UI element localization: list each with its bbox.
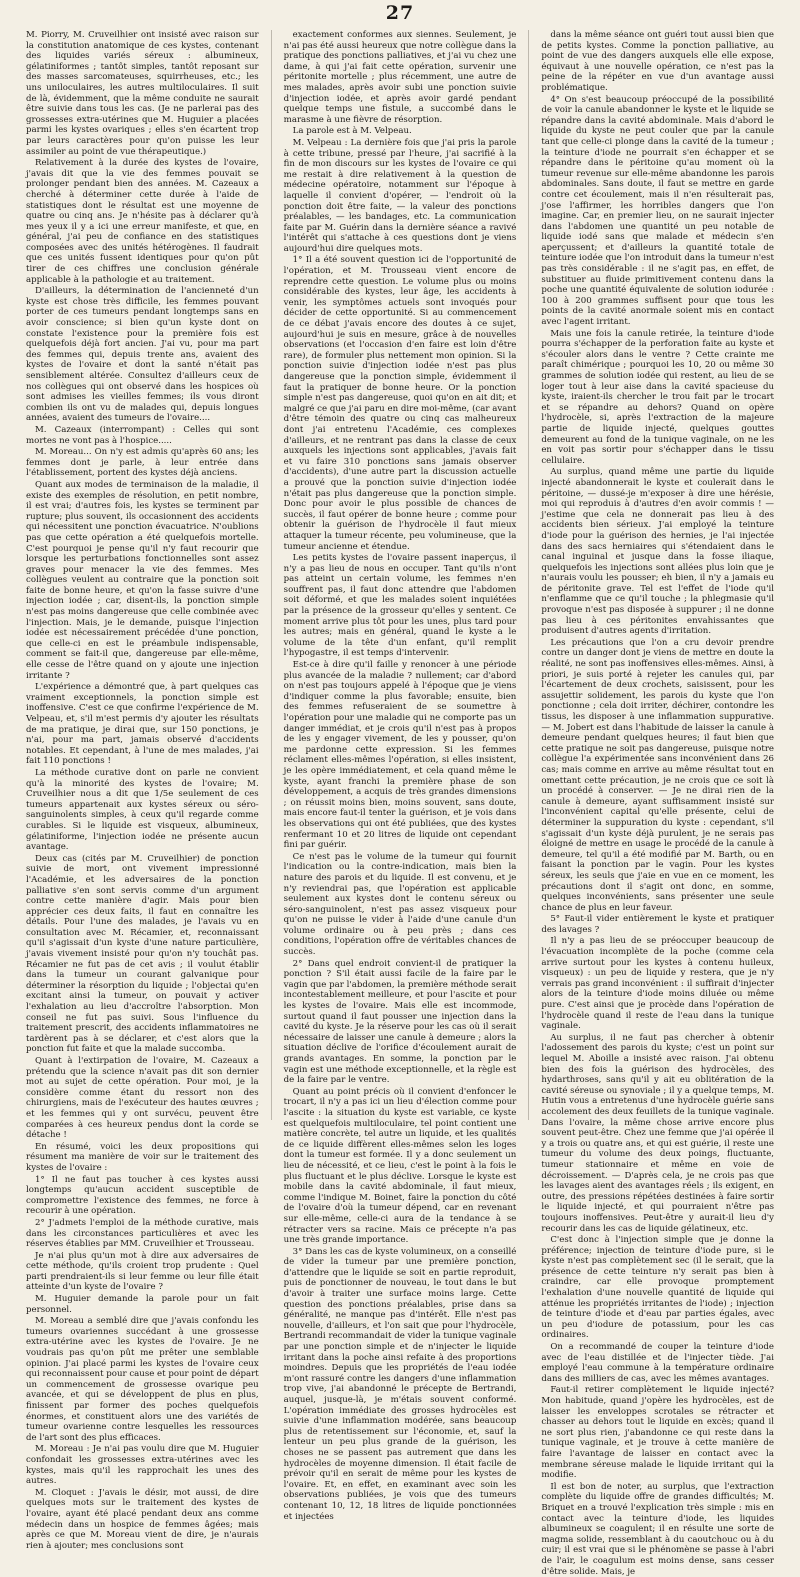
paragraph: 3° Dans les cas de kyste volumineux, on a conseillé de vider la tumeur par une première ponction, d'attendre que le liquide se soit en partie reproduit, puis de ponctionner de nouveau, le tout dans le but d'avoir à traiter une surface moins large. Cette question des ponctions préalables, prise dans sa généralité, ne manque pas d'intérêt. Elle n'est pas nouvelle, d'ailleurs, et l'on sait que pour l'hydrocèle, Bertrandi recommandait de vider la tunique vaginale par une ponction simple et de n'injecter le liquide irritant dans la poche ainsi refaite à des proportions moindres. Depuis que les propriétés de l'eau iodée m'ont rassuré contre les dangers d'une inflammation trop vive, j'ai abandonné le précepte de Bertrandi, auquel, jusque-là, je m'étais souvent conformé. L'opération immédiate des grosses hydrocèles est suivie d'une inflammation modérée, sans beaucoup plus de retentissement sur l'économie, et, sauf la lenteur un peu plus grande de la guérison, les choses ne se passent pas autrement que dans les hydrocèles de moyenne dimension. Il était facile de prévoir qu'il en serait de même pour les kystes de l'ovaire. Et, en effet, en examinant avec soin les observations publiées, je vois que des tumeurs contenant 10, 12, 18 litres de liquide ponctionnées et injectées — [283, 1246, 517, 1522]
column-right — [541, 30, 775, 1577]
paragraph: Faut-il retirer complètement le liquide injecté? Mon habitude, quand j'opère les hydrocèles, est de laisser les enveloppes scrotales se rétracter et chasser au dehors tout le liquide en excès; quand il ne sort plus rien, j'abandonne ce qui reste dans la tunique vaginale, et je trouve à cette manière de faire l'avantage de laisser en contact avec la membrane séreuse malade le liquide irritant qui la modifie. — [541, 1385, 775, 1481]
paragraph: La méthode curative dont on parle ne convient qu'à la minorité des kystes de l'ovaire; M. Cruveilhier nous a dit que 1/5e seulement de ces tumeurs appartenait aux kystes séreux ou séro-sanguinolents simples, à ceux qu'il regarde comme curables. Si le liquide est visqueux, albumineux, gélatiniforme, l'injection iodée ne présente aucun avantage. — [26, 767, 259, 853]
paragraph: 4° On s'est beaucoup préoccupé de la possibilité de voir la canule abandonner le kyste et le liquide se répandre dans la cavité abdominale. Mais d'abord le liquide du kyste ne peut couler que par la canule tant que celle-ci plonge dans la cavité de la tumeur ; la teinture d'iode ne pourrait s'en échapper et se répandre dans le péritoine qu'au moment où la tumeur revenue sur elle-même abandonne les parois abdominales. Sans doute, il faut se mettre en garde contre cet écoulement, mais il n'en résulterait pas, j'ose l'affirmer, les horribles dangers que l'on imagine. Car, en premier lieu, on ne saurait injecter dans l'abdomen une quantité un peu notable de liquide iodé sans que malade et médecin s'en aperçussent; et d'ailleurs la quantité totale de teinture iodée que l'on introduit dans la tumeur n'est pas très considérable : il ne s'agit pas, en effet, de substituer au fluide primitivement contenu dans la poche une quantité équivalente de solution iodurée : 100 à 200 grammes suffisent pour que tous les points de la cavité anormale soient mis en contact avec l'agent irritant. — [541, 94, 775, 328]
paragraph: 2° J'admets l'emploi de la méthode curative, mais dans les circonstances particulières et avec les réserves établies par MM. Cruveilhier et Trousseau. — [26, 1217, 259, 1250]
paragraph: 5° Faut-il vider entièrement le kyste et pratiquer des lavages ? — [541, 914, 775, 935]
page-number: 27 — [385, 2, 415, 24]
paragraph: Au surplus, quand même une partie du liquide injecté abandonnerait le kyste et coulerait dans le péritoine, — dussé-je m'exposer à dire une hérésie, moi qui reproduis à d'autres d'en avoir commis ! — j'estime que cela ne donnerait pas lieu à des accidents bien sérieux. J'ai employé la teinture d'iode pour la guérison des hernies, je l'ai injectée dans des sacs herniaires qui s'étendaient dans le canal inguinal et jusque dans la fosse iliaque, quelquefois les injections sont allées plus loin que je n'aurais voulu les pousser; eh bien, il n'y a jamais eu de péritonite grave. Tel est l'effet de l'iode qu'il n'enflamme que ce qu'il touche ; la phlegmasie qu'il provoque n'est pas disposée à suppurer ; il ne donne pas lieu à ces péritonites envahissantes que produisent d'autres agents d'irritation. — [541, 467, 775, 637]
column-divider — [271, 30, 272, 1120]
paragraph: Il n'y a pas lieu de se préoccuper beaucoup de l'évacuation incomplète de la poche (comme cela arrive surtout pour les kystes à contenu huileux, visqueux) : un peu de liquide y restera, que je n'y verrais pas grand inconvénient : il suffirait d'injecter alors de la teinture d'iode moins diluée ou même pure. C'est ainsi que je procède dans l'opération de l'hydrocèle quand il reste de l'eau dans la tunique vaginale. — [541, 936, 775, 1032]
paragraph: Les précautions que l'on a cru devoir prendre contre un danger dont je viens de mettre en doute la réalité, ne sont pas inoffensives elles-mêmes. Ainsi, à priori, je suis porté à rejeter les canules qui, par l'écartement de deux crochets, saisissent, pour les assujettir solidement, les parois du kyste que l'on ponctionne ; cela doit irriter, déchirer, contondre les tissus, les disposer à une inflammation suppurative. — M. Jobert est dans l'habitude de laisser la canule à demeure pendant quelques heures; il faut bien que cette pratique ne soit pas dangereuse, puisque notre collègue l'a expérimentée sans inconvénient dans 26 cas; mais comme en arrive au même résultat tout en omettant cette précaution, je ne crois que ce soit là un procédé à conserver. — Je ne dirai rien de la canule à demeure, ayant suffisamment insisté sur l'inconvénient capital qu'elle présente, celui de déterminer la suppuration du kyste : cependant, s'il s'agissait d'un kyste déjà purulent, je ne serais pas éloigné de mettre en usage le procédé de la canule à demeure, tel qu'il a été modifié par M. Barth, ou en faisant la ponction par le vagin. Pour les kystes séreux, les seuls que j'aie en vue en ce moment, les précautions dont il s'agit ont donc, en somme, quelques inconvénients, sans présenter une seule chance de plus en leur faveur. — [541, 637, 775, 913]
paragraph: 2° Dans quel endroit convient-il de pratiquer la ponction ? S'il était aussi facile de la faire par le vagin que par l'abdomen, la première méthode serait incontestablement meilleure, et pour l'ascite et pour les kystes de l'ovaire. Mais elle est incommode, surtout quand il faut pousser une injection dans la cavité du kyste. Je la réserve pour les cas où il serait nécessaire de laisser une canule à demeure ; alors la situation déclive de l'orifice d'écoulement aurait de grands avantages. En somme, la ponction par le vagin est une méthode exceptionnelle, et la règle est de la faire par le ventre. — [283, 958, 517, 1086]
paragraph: M. Moreau a semblé dire que j'avais confondu les tumeurs ovariennes succédant à une grossesse extra-utérine avec les kystes de l'ovaire. Je ne voudrais pas qu'on pût me prêter une semblable opinion. J'ai placé parmi les kystes de l'ovaire ceux qui reconnaissent pour cause et pour point de départ un commencement de grossesse ovarique peu avancée, et qui se développent de plus en plus, finissent par former des poches quelquefois énormes, et constituent alors une des variétés de tumeur ovarienne contre lesquelles les ressources de l'art sont des plus efficaces. — [26, 1316, 259, 1443]
paragraph: Il est bon de noter, au surplus, que l'extraction complète du liquide offre de grandes difficultés; M. Briquet en a trouvé l'explication très simple : mis en contact avec la teinture d'iode, les liquides albumineux se coagulent; il en résulte une sorte de magma solide, ressemblant à du caoutchouc ou à du cuir; il est vrai que si le phénomène se passe à l'abri de l'air, le coagulum est moins dense, sans cesser d'être solide. Mais, je — [541, 1481, 775, 1577]
paragraph: Au surplus, il ne faut pas chercher à obtenir l'adossement des parois du kyste; c'est un point sur lequel M. Aboille a insisté avec raison. J'ai obtenu bien des fois la guérison des hydrocèles, des hydarthroses, sans qu'il y ait eu oblitération de la cavité séreuse ou synoviale ; il y a quelque temps, M. Hutin vous a entretenus d'une hydrocèle guérie sans accolement des deux feuillets de la tunique vaginale. Dans l'ovaire, la même chose arrive encore plus souvent peut-être. Chez une femme que j'ai opérée il y a trois ou quatre ans, et qui est guérie, il reste une tumeur du volume des deux poings, fluctuante, tumeur stationnaire et même en voie de décroissement. — D'après cela, je ne crois pas que les lavages aient des avantages réels ; ils exigent, en outre, des pressions répétées destinées à faire sortir le liquide injecté, et qui pourraient n'être pas toujours inoffensives. Peut-être y aurait-il lieu d'y recourir dans les cas de liquide gélatineux, etc. — [541, 1032, 775, 1234]
paragraph: Les petits kystes de l'ovaire passent inaperçus, il n'y a pas lieu de nous en occuper. Tant qu'ils n'ont pas atteint un certain volume, les femmes n'en souffrent pas, il faut donc attendre que l'abdomen soit déformé, et que les malades soient inquiétées par la présence de la grosseur qu'elles y sentent. Ce moment arrive plus tôt pour les unes, plus tard pour les autres; mais en général, quand le kyste a le volume de la tête d'un enfant, qu'il remplit l'hypogastre, il est temps d'intervenir. — [283, 553, 517, 659]
column-left — [26, 30, 259, 1551]
paragraph: 1° Il ne faut pas toucher à ces kystes aussi longtemps qu'aucun accident susceptible de compromettre l'existence des femmes, ne force à recourir à une opération. — [26, 1174, 259, 1217]
paragraph: La parole est à M. Velpeau. — [292, 126, 412, 137]
paragraph: Est-ce à dire qu'il faille y renoncer à une période plus avancée de la maladie ? nullement; car d'abord on n'est pas toujours appelé à l'époque que je viens d'indiquer comme la plus favorable; ensuite, bien des femmes refuseraient de se soumettre à l'opération pour une maladie qui ne comporte pas un danger immédiat, et je crois qu'il n'est pas à propos de les y engager vivement, de les y pousser, qu'on me pardonne cette expression. Si les femmes réclament elles-mêmes l'opération, si elles insistent, je les opère immédiatement, et cela quand même le kyste, ayant franchi la première phase de son développement, a acquis de très grandes dimensions ; on réussit moins bien, moins souvent, sans doute, mais encore faut-il tenter la guérison, et je vois dans les observations qui ont été publiées, que des kystes renfermant 10 et 20 litres de liquide ont cependant fini par guérir. — [283, 660, 517, 851]
text-columns — [26, 30, 775, 1577]
paragraph: Ce n'est pas le volume de la tumeur qui fournit l'indication ou la contre-indication, mais bien la nature des parois et du liquide. Il est convenu, et je n'y reviendrai pas, que l'opération est applicable seulement aux kystes dont le contenu séreux ou séro-sanguinolent, n'est pas assez visqueux pour qu'on ne puisse le vider à l'aide d'une canule d'un volume ordinaire ou à peu près ; dans ces conditions, l'opération offre de véritables chances de succès. — [283, 851, 517, 958]
paragraph: On a recommandé de couper la teinture d'iode avec de l'eau distillée et de l'injecter tiède. J'ai employé l'eau commune à la température ordinaire dans des milliers de cas, avec les mêmes avantages. — [541, 1342, 775, 1384]
paragraph: En résumé, voici les deux propositions qui résument ma manière de voir sur le traitement des kystes de l'ovaire : — [26, 1141, 259, 1173]
paragraph: D'ailleurs, la détermination de l'ancienneté d'un kyste est chose très difficile, les femmes pouvant porter de ces tumeurs pendant longtemps sans en avoir conscience; si bien qu'un kyste dont on constate l'existence pour la première fois est quelquefois déjà fort ancien. J'ai vu, pour ma part des femmes qui, depuis trente ans, avaient des kystes de l'ovaire et dont la santé n'était pas sensiblement altérée. Consultez d'ailleurs ceux de nos collègues qui ont observé dans les hospices où sont admises les vieilles femmes; ils vous diront combien ils ont vu de malades qui, depuis longues années, avaient des tumeurs de l'ovaire.... — [26, 286, 259, 424]
paragraph: Quant à l'extirpation de l'ovaire, M. Cazeaux a prétendu que la science n'avait pas dit son dernier mot au sujet de cette opération. Pour moi, je la considère comme étant du ressort non des chirurgiens, mais de l'exécuteur des hautes œuvres ; et les femmes qui y ont survécu, peuvent être comparées à ces heureux pendus dont la corde se détache ! — [26, 1056, 259, 1141]
paragraph: M. Moreau... On n'y est admis qu'après 60 ans; les femmes dont je parle, à leur entrée dans l'établissement, portent des kystes déjà anciens. — [26, 447, 259, 479]
paragraph: Quant au point précis où il convient d'enfoncer le trocart, il n'y a pas ici un lieu d'élection comme pour l'ascite : la situation du kyste est variable, ce kyste est quelquefois multiloculaire, tel point contient une matière concrète, tel autre un liquide, et les qualités de ce liquide diffèrent elles-mêmes selon les loges dont la tumeur est formée. Il y a donc seulement un lieu de nécessité, et ce lieu, c'est le point à la fois le plus fluctuant et le plus déclive. Lorsque le kyste est mobile dans la cavité abdominale, il faut mieux, comme l'indique M. Boinet, faire la ponction du côté de l'ovaire d'où la tumeur dépend, car en revenant sur elle-même, celle-ci aura de la tendance à se rétracter vers sa racine. Mais ce précepte n'a pas une très grande importance. — [283, 1086, 517, 1246]
column-divider — [528, 30, 529, 1120]
paragraph: M. Velpeau : La dernière fois que j'ai pris la parole à cette tribune, pressé par l'heure, j'ai sacrifié à la fin de mon discours sur les kystes de l'ovaire ce qui me restait à dire relativement à la question de médecine opératoire, notamment sur l'époque à laquelle il convient d'opérer, — l'endroit où la ponction doit être faite, — la valeur des ponctions préalables, — les bandages, etc. La communication faite par M. Guérin dans la dernière séance a ravivé l'intérêt qui s'attache à ces questions dont je viens aujourd'hui dire quelques mots. — [283, 137, 517, 254]
paragraph: Relativement à la durée des kystes de l'ovaire, j'avais dit que la vie des femmes pouvait se prolonger pendant bien des années. M. Cazeaux a cherché à déterminer cette durée à l'aide de statistiques dont le résultat est une moyenne de quatre ou cinq ans. Je n'hésite pas à déclarer qu'à mes yeux il y a ici une erreur manifeste, et que, en général, j'ai peu de confiance en des statistiques composées avec des unités hétérogènes. Il faudrait que ces unités fussent identiques pour qu'on pût tirer de ces chiffres une conclusion générale applicable à la pathologie et au traitement. — [26, 158, 259, 285]
paragraph: Deux cas (cités par M. Cruveilhier) de ponction suivie de mort, ont vivement impressionné l'Académie, et les adversaires de la ponction palliative s'en sont servis comme d'un argument contre cette manière d'agir. Mais pour bien apprécier ces deux faits, il faut en connaître les détails. Pour l'une des malades, je l'avais vu en consultation avec M. Récamier, et, reconnaissant qu'il s'agissait d'un kyste d'une nature particulière, j'avais vivement insisté pour qu'on n'y touchât pas. Récamier ne fut pas de cet avis ; il voulut établir dans la tumeur un courant galvanique pour déterminer la résorption du liquide ; l'objectai qu'en excitant ainsi la tumeur, on pouvait y activer l'exhalation au lieu d'accroître l'absorption. Mon conseil ne fut pas suivi. Sous l'influence du traitement prescrit, des accidents inflammatoires ne tardèrent pas à se déclarer, et c'est alors que la ponction fut faite et que la malade succomba. — [26, 853, 259, 1055]
paragraph: M. Huguier demande la parole pour un fait personnel. — [26, 1294, 259, 1315]
paragraph: Je n'ai plus qu'un mot à dire aux adversaires de cette méthode, qu'ils croient trop prudente : Quel parti prendraient-ils si leur femme ou leur fille était atteinte d'un kyste de l'ovaire ? — [26, 1250, 259, 1293]
paragraph: M. Moreau : Je n'ai pas voulu dire que M. Huguier confondait les grossesses extra-utérines avec les kystes, mais qu'il les rapprochait les unes des autres. — [26, 1444, 259, 1487]
paragraph: M. Cazeaux (interrompant) : Celles qui sont mortes ne vont pas à l'hospice..... — [26, 424, 259, 446]
paragraph: M. Cloquet : J'avais le désir, mot aussi, de dire quelques mots sur le traitement des kystes de l'ovaire, ayant été placé pendant deux ans comme médecin dans un hospice de femmes âgées; mais après ce que M. Moreau vient de dire, je n'aurais rien à ajouter; mes conclusions sont — [26, 1487, 259, 1551]
paragraph: Mais une fois la canule retirée, la teinture d'iode pourra s'échapper de la perforation faite au kyste et s'écouler alors dans le ventre ? Cette crainte me paraît chimérique ; pourquoi les 10, 20 ou même 30 grammes de solution iodée qui restent, au lieu de se loger tout à leur aise dans la cavité spacieuse du kyste, iraient-ils chercher le trou fait par le trocart et se répandre au dehors? Quand on opère l'hydrocèle, si, après l'extraction de la majeure partie de liquide injecté, quelques gouttes demeurent au fond de la tunique vaginale, on ne les en voit pas sortir pour s'échapper dans le tissu cellulaire. — [541, 328, 775, 466]
paragraph: dans la même séance ont guéri tout aussi bien que de petits kystes. Comme la ponction palliative, au point de vue des dangers auxquels elle elle expose, équivaut à une nouvelle opération, ce n'est pas la peine de la répéter en vue d'un avantage aussi problématique. — [541, 30, 775, 93]
paragraph: Quant aux modes de terminaison de la maladie, il existe des exemples de résolution, en petit nombre, il est vrai; d'autres fois, les kystes se terminent par rupture; plus souvent, ils occasionnent des accidents qui nécessitent une ponction évacuatrice. N'oublions pas que cette opération a été quelquefois mortelle. C'est pourquoi je pense qu'il n'y faut recourir que lorsque les perturbations fonctionnelles sont assez graves pour menacer la vie des femmes. Mes collègues veulent au contraire que la ponction soit faite de bonne heure, et qu'on la fasse suivre d'une injection iodée ; car, disent-ils, la ponction simple n'est pas moins dangereuse que celle combinée avec l'injection. Mais, je le demande, puisque l'injection iodée est nécessairement précédée d'une ponction, que celle-ci en est le préambule indispensable, comment se fait-il que, dangereuse par elle-même, elle cesse de l'être quand on y ajoute une injection irritante ? — [26, 479, 259, 681]
paragraph: exactement conformes aux siennes. Seulement, je n'ai pas été aussi heureux que notre collègue dans la pratique des ponctions palliatives, et j'ai vu chez une dame, à qui j'ai fait cette opération, survenir une péritonite mortelle ; plus récemment, une autre de mes malades, après avoir subi une ponction suivie d'injection iodée, et après avoir gardé pendant quelque temps une fistule, a succombé dans le marasme à une fièvre de résorption. — [283, 30, 517, 125]
paragraph: 1° Il a été souvent question ici de l'opportunité de l'opération, et M. Trousseau vient encore de reprendre cette question. Le volume plus ou moins considérable des kystes, leur âge, les accidents à venir, les symptômes actuels sont invoqués pour décider de cette opportunité. Si au commencement de ce débat j'avais encore des doutes à ce sujet, aujourd'hui je suis en mesure, grâce à de nouvelles observations (et l'occasion d'en faire est loin d'être rare), de formuler plus nettement mon opinion. Si la ponction suivie d'injection iodée n'est pas plus dangereuse que la ponction simple, évidemment il faut la pratiquer de bonne heure. Or la ponction simple n'est pas dangereuse, quoi qu'on en ait dit; et malgré ce que j'ai paru en dire moi-même, (car avant d'être témoin des quatre ou cinq cas malheureux dont j'ai entretenu l'Académie, ces complexes d'ailleurs, et ne rentrant pas dans la classe de ceux auxquels les injections sont applicables, j'avais fait et vu faire 310 ponctions sans jamais observer d'accidents), d'une autre part la discussion actuelle a prouvé que la ponction suivie d'injection iodée n'était pas plus dangereuse que la ponction simple. Donc pour avoir le plus possible de chances de succès, il faut opérer de bonne heure ; comme pour obtenir la guérison de l'hydrocèle il faut mieux attaquer la tumeur récente, peu volumineuse, que la tumeur ancienne et étendue. — [283, 255, 517, 552]
paragraph: M. Piorry, M. Cruveilhier ont insisté avec raison sur la constitution anatomique de ces kystes, contenant des liquides variés séreux : albumineux, gélatiniformes ; tantôt simples, tantôt reposant sur des masses sarcomateuses, squirrheuses, etc.; les uns uniloculaires, les autres multiloculaires. Il suit de là, évidemment, que la même conduite ne saurait être suivie dans tous les cas. (Je ne parlerai pas des grossesses extra-utérines que M. Huguier a placées parmi les kystes ovariques ; elles s'en écartent trop par leurs caractères pour qu'on puisse les leur assimiler au point de vue thérapeutique.) — [26, 30, 259, 157]
paragraph: L'expérience a démontré que, à part quelques cas vraiment exceptionnels, la ponction simple est inoffensive. C'est ce que confirme l'expérience de M. Velpeau, et, s'il m'est permis d'y ajouter les résultats de ma pratique, je dirai que, sur 150 ponctions, je n'ai, pour ma part, jamais observé d'accidents notables. Et cependant, à l'une de mes malades, j'ai fait 110 ponctions ! — [26, 682, 259, 767]
column-middle — [283, 30, 517, 1522]
paragraph: C'est donc à l'injection simple que je donne la préférence; injection de teinture d'iode pure, si le kyste n'est pas complètement sec (il le serait, que la présence de cette teinture n'y serait pas bien à craindre, car elle provoque promptement l'exhalation d'une nouvelle quantité de liquide qui atténue les propriétés irritantes de l'iode) ; injection de teinture d'iode et d'eau par parties égales, avec un peu d'iodure de potassium, pour les cas ordinaires. — [541, 1235, 775, 1341]
